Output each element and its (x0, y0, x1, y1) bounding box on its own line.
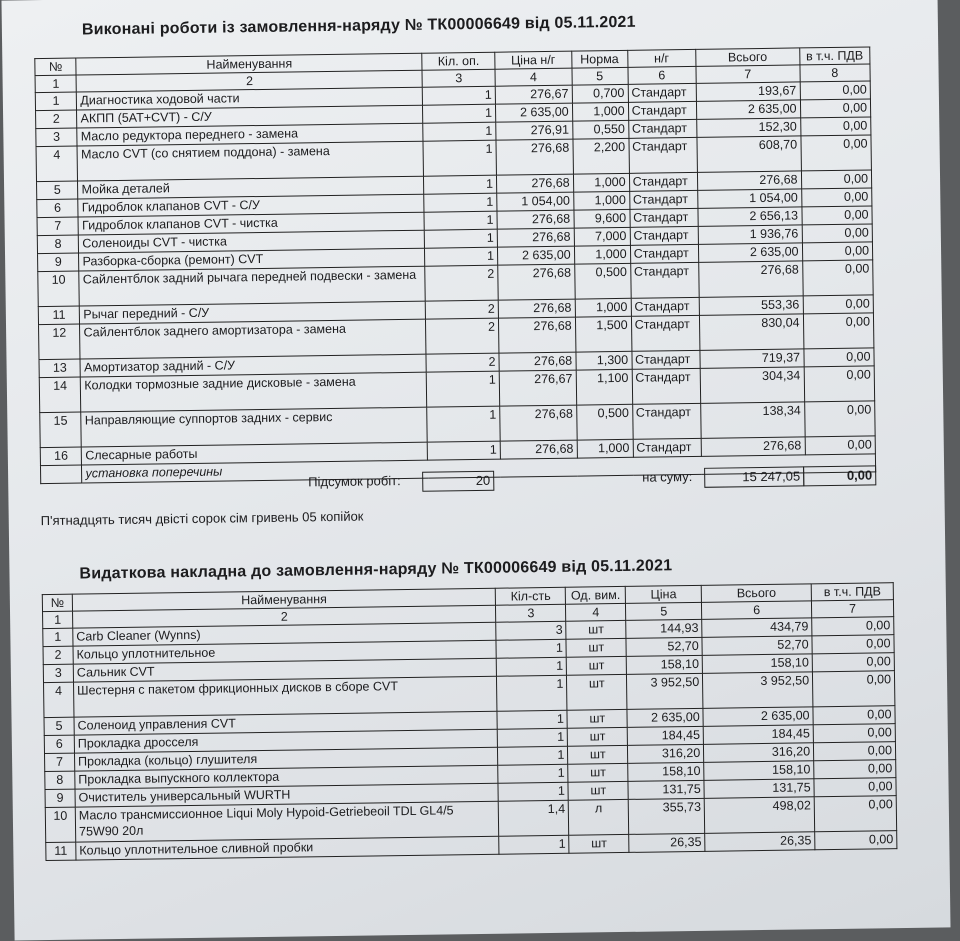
row-total: 131,75 (704, 779, 814, 799)
column-number: 1 (35, 75, 77, 93)
row-number: 6 (44, 735, 74, 753)
row-type: Стандарт (632, 403, 701, 439)
row-number: 8 (37, 235, 79, 254)
note-text: установка поперечины (82, 454, 876, 483)
row-number: 9 (45, 789, 75, 807)
row-number: 5 (37, 181, 79, 200)
row-type: Стандарт (628, 101, 697, 120)
row-name: Слесарные работы (82, 442, 428, 465)
row-vat: 0,00 (800, 99, 871, 118)
row-number: 8 (45, 771, 75, 789)
row-qty: 2 (426, 300, 499, 319)
row-qty: 1 (425, 229, 498, 248)
row-name: Гидроблок клапанов CVT - чистка (78, 212, 424, 235)
row-norm: 9,600 (574, 209, 630, 228)
row-vat: 0,00 (801, 188, 872, 207)
row-total: 158,10 (704, 761, 814, 781)
row-type: Стандарт (628, 83, 697, 102)
column-header: Ціна н/г (495, 51, 572, 69)
row-qty: 1 (497, 657, 567, 676)
row-price: 276,68 (496, 174, 573, 193)
row-norm: 0,550 (572, 120, 628, 139)
row-unit: шт (568, 781, 628, 800)
row-total: 1 054,00 (698, 189, 802, 208)
row-vat: 0,00 (803, 313, 874, 349)
sum-vat: 0,00 (803, 465, 876, 486)
row-number: 16 (40, 447, 82, 466)
row-norm: 7,000 (574, 227, 630, 246)
row-price: 2 635,00 (497, 246, 574, 265)
column-header: в т.ч. ПДВ (799, 47, 870, 65)
row-total: 2 635,00 (703, 707, 813, 727)
row-name: Сайлентблок заднего амортизатора - замена (80, 319, 426, 359)
column-header: в т.ч. ПДВ (811, 583, 893, 601)
row-number: 15 (40, 412, 82, 448)
row-type: Стандарт (630, 226, 699, 245)
row-unit: шт (567, 674, 627, 710)
row-number: 2 (36, 110, 78, 129)
row-vat: 0,00 (801, 206, 872, 225)
row-name: Гидроблок клапанов CVT - С/У (78, 194, 424, 217)
row-total: 608,70 (697, 136, 801, 172)
row-qty: 1 (428, 441, 501, 460)
row-norm: 1,000 (573, 191, 629, 210)
row-vat: 0,00 (802, 260, 873, 296)
row-price: 355,73 (628, 798, 704, 834)
row-price: 316,20 (628, 744, 704, 763)
row-total: 2 635,00 (696, 100, 800, 119)
row-qty: 1 (423, 140, 496, 176)
row-price: 276,68 (499, 352, 576, 371)
row-number: 9 (38, 253, 80, 272)
row-number: 4 (36, 146, 78, 182)
row-qty: 1 (498, 746, 568, 765)
row-name: Мойка деталей (78, 176, 424, 199)
row-unit: шт (567, 709, 627, 728)
row-name: Сайлентблок задний рычага передней подвески - замена (79, 266, 425, 306)
column-number: 2 (72, 605, 496, 628)
row-vat: 0,00 (802, 242, 873, 261)
amount-in-words: П'ятнадцять тисяч двісті сорок сім гривень 05 копійок (40, 508, 364, 529)
row-type: Стандарт (633, 438, 702, 457)
row-total: 719,37 (700, 349, 804, 368)
subtotal-qty: 20 (422, 471, 494, 492)
invoice-table (42, 582, 898, 861)
row-qty: 1,4 (499, 800, 569, 836)
row-price: 184,45 (627, 726, 703, 745)
row-type: Стандарт (631, 315, 700, 351)
row-qty: 3 (496, 621, 566, 640)
row-type: Стандарт (632, 368, 701, 404)
row-total: 3 952,50 (703, 672, 813, 709)
row-price: 52,70 (626, 637, 702, 656)
column-number: 5 (626, 602, 702, 620)
row-total: 304,34 (700, 367, 804, 403)
row-name: Прокладка (кольцо) глушителя (74, 747, 498, 771)
row-price: 2 635,00 (627, 708, 703, 727)
column-number: 2 (76, 70, 422, 92)
row-vat: 0,00 (800, 81, 871, 100)
row-number: 12 (39, 324, 81, 360)
row-number: 10 (38, 271, 80, 307)
row-norm: 1,100 (576, 369, 632, 405)
row-total: 2 656,13 (698, 207, 802, 226)
row-total: 52,70 (702, 636, 812, 656)
subtotal-label: Підсумок робіт: (308, 473, 401, 490)
row-vat: 0,00 (812, 635, 894, 654)
row-total: 276,68 (701, 437, 805, 456)
column-header: н/г (627, 49, 696, 67)
row-unit: шт (568, 745, 628, 764)
row-qty: 1 (424, 193, 497, 212)
row-vat: 0,00 (802, 224, 873, 243)
row-name: Разборка-сборка (ремонт) CVT (79, 248, 425, 271)
row-number: 14 (39, 377, 81, 413)
row-total: 184,45 (703, 725, 813, 745)
row-price: 26,35 (629, 833, 705, 852)
row-vat: 0,00 (800, 135, 871, 171)
row-price: 131,75 (628, 780, 704, 799)
row-qty: 1 (423, 86, 496, 105)
row-price: 276,68 (498, 264, 575, 300)
row-qty: 2 (426, 318, 499, 354)
row-unit: шт (568, 763, 628, 782)
row-price: 3 952,50 (627, 673, 703, 709)
row-type: Стандарт (629, 172, 698, 191)
row-total: 2 635,00 (698, 243, 802, 262)
row-name: Прокладка дросселя (74, 729, 498, 753)
row-price: 276,68 (496, 139, 573, 175)
column-header: Всього (701, 584, 811, 603)
row-norm: 0,500 (574, 263, 630, 299)
row-vat: 0,00 (813, 742, 895, 761)
row-norm: 1,000 (573, 173, 629, 192)
row-total: 316,20 (704, 743, 814, 763)
column-number: 1 (43, 611, 73, 628)
row-norm: 1,000 (577, 439, 633, 458)
row-name: Рычаг передний - С/У (80, 301, 426, 324)
sum-label: на суму: (642, 468, 693, 485)
row-price: 276,68 (497, 210, 574, 229)
row-vat: 0,00 (812, 671, 894, 707)
row-name: Масло CVT (со снятием поддона) - замена (77, 141, 423, 181)
row-name: Очиститель универсальный WURTH (75, 783, 499, 807)
row-total: 152,30 (697, 118, 801, 137)
row-price: 276,67 (499, 370, 576, 406)
row-price: 144,93 (626, 619, 702, 638)
row-qty: 1 (499, 835, 569, 854)
column-header: № (35, 58, 77, 76)
row-price: 158,10 (628, 762, 704, 781)
row-vat: 0,00 (800, 117, 871, 136)
row-total: 158,10 (702, 654, 812, 674)
row-total: 434,79 (702, 618, 812, 638)
row-name: Кольцо уплотнительное сливной пробки (76, 836, 500, 860)
row-type: Стандарт (630, 208, 699, 227)
row-name: Амортизатор задний - С/У (80, 354, 426, 377)
row-price: 1 054,00 (497, 192, 574, 211)
row-qty: 1 (496, 639, 566, 658)
row-number: 4 (44, 682, 74, 717)
row-name: Прокладка выпускного коллектора (75, 765, 499, 789)
row-vat: 0,00 (812, 653, 894, 672)
row-vat: 0,00 (803, 295, 874, 314)
row-vat: 0,00 (814, 778, 896, 797)
row-number: 10 (45, 807, 75, 842)
row-qty: 1 (424, 175, 497, 194)
sum-total: 15 247,05 (704, 466, 804, 487)
row-price: 276,68 (497, 228, 574, 247)
column-header: Найменування (76, 53, 422, 75)
column-header: Ціна (625, 585, 701, 603)
row-name: Соленоиды CVT - чистка (79, 230, 425, 253)
row-type: Стандарт (632, 350, 701, 369)
row-number: 1 (43, 628, 73, 646)
column-number: 4 (495, 68, 572, 86)
row-name: Соленоид управления CVT (74, 711, 498, 735)
row-number: 3 (43, 664, 73, 682)
column-number: 6 (628, 66, 697, 84)
row-name: Масло редуктора переднего - замена (77, 123, 423, 146)
row-number: 7 (45, 753, 75, 771)
row-qty: 1 (423, 104, 496, 123)
row-norm: 1,000 (575, 298, 631, 317)
note-empty (40, 465, 82, 484)
row-total: 1 936,76 (698, 225, 802, 244)
row-unit: л (569, 799, 629, 835)
row-norm: 2,200 (573, 138, 629, 174)
column-header: Кіл. оп. (422, 52, 495, 70)
row-vat: 0,00 (804, 366, 875, 402)
row-qty: 1 (423, 122, 496, 141)
row-price: 276,68 (500, 405, 577, 441)
row-name: Диагностика ходовой части (77, 87, 423, 110)
row-total: 830,04 (699, 314, 803, 350)
row-number: 5 (44, 717, 74, 735)
row-number: 1 (35, 92, 77, 111)
row-qty: 1 (498, 764, 568, 783)
column-number: 4 (566, 603, 626, 621)
row-norm: 1,000 (574, 245, 630, 264)
row-number: 6 (37, 199, 79, 218)
row-type: Стандарт (630, 262, 699, 298)
row-number: 7 (37, 217, 79, 236)
row-vat: 0,00 (815, 831, 897, 850)
row-qty: 1 (427, 371, 500, 407)
row-name: Сальник CVT (73, 658, 497, 682)
row-type: Стандарт (630, 244, 699, 263)
column-number: 3 (422, 69, 495, 87)
works-title: Виконані роботи із замовлення-наряду № ТК00006649 від 05.11.2021 (81, 13, 636, 39)
row-name: Шестерня с пакетом фрикционных дисков в сборе CVT (73, 676, 497, 717)
column-header: Кіл-сть (496, 587, 566, 605)
works-table (34, 46, 876, 484)
row-qty: 1 (425, 247, 498, 266)
row-vat: 0,00 (803, 348, 874, 367)
row-unit: шт (566, 620, 626, 639)
row-type: Стандарт (629, 137, 698, 173)
row-number: 11 (46, 842, 76, 860)
row-qty: 1 (497, 675, 567, 711)
row-qty: 1 (497, 710, 567, 729)
row-name: Колодки тормозные задние дисковые - замена (81, 372, 427, 412)
row-price: 158,10 (626, 655, 702, 674)
document-page (1, 0, 950, 940)
row-qty: 1 (427, 406, 500, 442)
column-header: Найменування (72, 588, 496, 611)
row-vat: 0,00 (813, 724, 895, 743)
row-total: 553,36 (699, 296, 803, 315)
column-number: 8 (799, 64, 870, 82)
row-name: Carb Cleaner (Wynns) (73, 622, 497, 646)
row-qty: 1 (498, 728, 568, 747)
column-header: Норма (571, 50, 627, 68)
row-unit: шт (567, 727, 627, 746)
row-price: 2 635,00 (495, 103, 572, 122)
row-total: 26,35 (705, 832, 815, 852)
row-price: 276,68 (498, 317, 575, 353)
invoice-title: Видаткова накладна до замовлення-наряду № ТК00006649 від 05.11.2021 (79, 557, 673, 583)
row-total: 138,34 (701, 402, 805, 438)
row-vat: 0,00 (801, 170, 872, 189)
row-name: Направляющие суппортов задних - сервис (81, 407, 427, 447)
row-vat: 0,00 (813, 706, 895, 725)
row-qty: 1 (424, 211, 497, 230)
row-norm: 1,500 (575, 316, 631, 352)
row-number: 11 (38, 306, 80, 325)
row-norm: 1,000 (572, 102, 628, 121)
row-total: 276,68 (697, 171, 801, 190)
row-vat: 0,00 (805, 436, 876, 455)
row-type: Стандарт (631, 297, 700, 316)
row-unit: шт (566, 638, 626, 657)
row-total: 193,67 (696, 82, 800, 101)
row-norm: 0,500 (576, 404, 632, 440)
column-number: 7 (811, 600, 893, 618)
row-total: 276,68 (699, 261, 803, 297)
row-unit: шт (569, 834, 629, 853)
row-vat: 0,00 (812, 617, 894, 636)
row-name: Кольцо уплотнительное (73, 640, 497, 664)
row-qty: 2 (426, 353, 499, 372)
column-header: № (42, 594, 72, 611)
row-price: 276,68 (498, 299, 575, 318)
column-number: 3 (496, 604, 566, 622)
row-price: 276,68 (500, 440, 577, 459)
column-number: 7 (696, 65, 800, 83)
row-number: 2 (43, 646, 73, 664)
row-name: АКПП (5AT+CVT) - С/У (77, 105, 423, 128)
column-header: Од. вим. (566, 586, 626, 604)
row-type: Стандарт (628, 119, 697, 138)
column-number: 6 (702, 601, 812, 620)
row-price: 276,67 (495, 85, 572, 104)
row-norm: 1,300 (576, 351, 632, 370)
column-header: Всього (696, 48, 800, 66)
row-vat: 0,00 (804, 401, 875, 437)
row-vat: 0,00 (814, 760, 896, 779)
row-number: 3 (36, 128, 78, 147)
row-number: 13 (39, 359, 81, 378)
row-unit: шт (567, 656, 627, 675)
row-norm: 0,700 (572, 84, 628, 103)
row-name: Масло трансмиссионное Liqui Moly Hypoid-Getriebeoil TDL GL4/5 75W90 20л (75, 801, 499, 842)
column-number: 5 (572, 67, 628, 85)
row-qty: 2 (425, 265, 498, 301)
row-type: Стандарт (629, 190, 698, 209)
row-total: 498,02 (704, 797, 814, 834)
row-qty: 1 (498, 782, 568, 801)
row-price: 276,91 (496, 121, 573, 140)
row-vat: 0,00 (814, 796, 896, 832)
